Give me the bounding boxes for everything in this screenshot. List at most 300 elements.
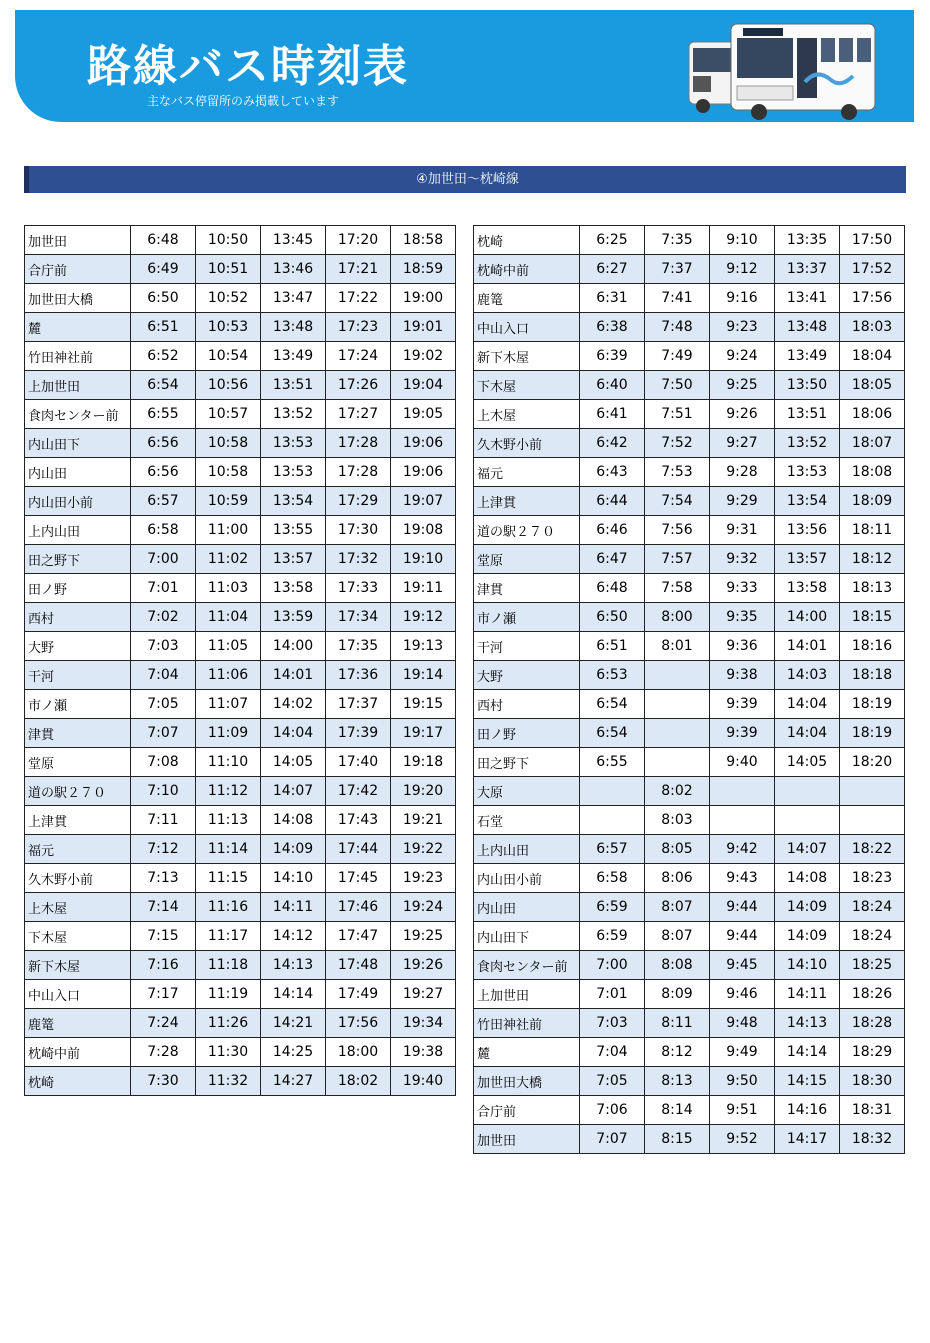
table-row [25,922,456,951]
time-cell: 13:45 [261,226,326,255]
time-cell: 7:08 [131,748,196,777]
stop-name-cell: 枕崎中前 [25,1038,131,1067]
time-cell: 7:10 [131,777,196,806]
time-cell: 6:41 [580,400,645,429]
stop-name-cell: 内山田小前 [25,487,131,516]
time-cell: 18:26 [840,980,905,1009]
time-cell: 17:20 [326,226,391,255]
time-cell: 14:10 [775,951,840,980]
table-row [474,516,905,545]
time-cell: 7:05 [131,690,196,719]
time-cell: 17:46 [326,893,391,922]
table-row [474,632,905,661]
time-cell: 17:32 [326,545,391,574]
table-row [25,284,456,313]
time-cell: 11:16 [196,893,261,922]
table-row [25,1038,456,1067]
time-cell: 10:58 [196,429,261,458]
table-row [474,1009,905,1038]
stop-name-cell: 上加世田 [25,371,131,400]
time-cell: 18:19 [840,690,905,719]
time-cell: 17:39 [326,719,391,748]
table-row [474,458,905,487]
time-cell: 19:11 [391,574,456,603]
time-cell: 8:12 [645,1038,710,1067]
time-cell: 17:26 [326,371,391,400]
time-cell: 17:33 [326,574,391,603]
time-cell: 19:06 [391,458,456,487]
stop-name-cell: 上加世田 [474,980,580,1009]
time-cell: 14:04 [775,690,840,719]
table-row [25,864,456,893]
stop-name-cell: 西村 [25,603,131,632]
time-cell: 9:39 [710,719,775,748]
time-cell: 19:12 [391,603,456,632]
time-cell: 14:08 [775,864,840,893]
time-cell: 9:44 [710,893,775,922]
table-row [25,574,456,603]
time-cell: 14:09 [261,835,326,864]
time-cell: 6:42 [580,429,645,458]
time-cell: 6:56 [131,458,196,487]
time-cell: 19:38 [391,1038,456,1067]
time-cell: 14:05 [775,748,840,777]
stop-name-cell: 久木野小前 [25,864,131,893]
time-cell: 7:16 [131,951,196,980]
stop-name-cell: 田ノ野 [25,574,131,603]
time-cell: 7:54 [645,487,710,516]
stop-name-cell: 内山田下 [25,429,131,458]
table-row [25,487,456,516]
time-cell: 14:10 [261,864,326,893]
time-cell: 7:00 [131,545,196,574]
time-cell: 19:22 [391,835,456,864]
time-cell: 7:52 [645,429,710,458]
time-cell: 11:07 [196,690,261,719]
stop-name-cell: 枕崎 [474,226,580,255]
stop-name-cell: 久木野小前 [474,429,580,458]
table-row [25,1009,456,1038]
time-cell: 9:27 [710,429,775,458]
table-row [25,806,456,835]
time-cell: 9:40 [710,748,775,777]
time-cell: 14:07 [775,835,840,864]
time-cell: 17:34 [326,603,391,632]
time-cell: 18:13 [840,574,905,603]
time-cell: 14:04 [775,719,840,748]
time-cell: 19:04 [391,371,456,400]
time-cell: 9:45 [710,951,775,980]
stop-name-cell: 道の駅２７０ [25,777,131,806]
time-cell: 9:48 [710,1009,775,1038]
time-cell: 7:00 [580,951,645,980]
time-cell: 11:04 [196,603,261,632]
time-cell: 13:53 [261,429,326,458]
time-cell: 13:48 [775,313,840,342]
table-row [474,545,905,574]
time-cell: 9:28 [710,458,775,487]
time-cell [580,806,645,835]
time-cell: 17:28 [326,429,391,458]
time-cell: 17:22 [326,284,391,313]
stop-name-cell: 津貫 [474,574,580,603]
time-cell: 9:35 [710,603,775,632]
time-cell: 7:02 [131,603,196,632]
time-cell: 19:06 [391,429,456,458]
table-row [25,777,456,806]
time-cell: 10:58 [196,458,261,487]
time-cell: 6:54 [580,719,645,748]
table-row [474,661,905,690]
time-cell: 8:05 [645,835,710,864]
time-cell: 18:20 [840,748,905,777]
table-row [474,1038,905,1067]
time-cell: 6:40 [580,371,645,400]
time-cell: 19:00 [391,284,456,313]
table-row [25,400,456,429]
time-cell: 18:23 [840,864,905,893]
time-cell: 7:11 [131,806,196,835]
time-cell: 11:15 [196,864,261,893]
table-row [474,574,905,603]
stop-name-cell: 下木屋 [474,371,580,400]
time-cell: 18:12 [840,545,905,574]
time-cell: 18:06 [840,400,905,429]
time-cell: 6:57 [131,487,196,516]
table-row [474,835,905,864]
stop-name-cell: 市ノ瀬 [25,690,131,719]
stop-name-cell: 上内山田 [474,835,580,864]
stop-name-cell: 食肉センター前 [474,951,580,980]
time-cell: 18:05 [840,371,905,400]
time-cell: 18:19 [840,719,905,748]
table-row [25,545,456,574]
time-cell: 9:29 [710,487,775,516]
time-cell: 14:13 [261,951,326,980]
time-cell: 8:02 [645,777,710,806]
time-cell: 13:49 [261,342,326,371]
time-cell: 14:12 [261,922,326,951]
table-row [474,371,905,400]
time-cell: 17:36 [326,661,391,690]
time-cell: 8:07 [645,893,710,922]
stop-name-cell: 福元 [474,458,580,487]
time-cell: 19:18 [391,748,456,777]
table-row [25,661,456,690]
stop-name-cell: 合庁前 [474,1096,580,1125]
time-cell: 14:09 [775,922,840,951]
time-cell: 17:37 [326,690,391,719]
time-cell: 7:57 [645,545,710,574]
table-row [474,922,905,951]
time-cell: 6:51 [580,632,645,661]
time-cell: 9:23 [710,313,775,342]
time-cell: 11:14 [196,835,261,864]
time-cell: 7:13 [131,864,196,893]
time-cell: 8:15 [645,1125,710,1154]
time-cell: 18:16 [840,632,905,661]
time-cell: 11:06 [196,661,261,690]
stop-name-cell: 西村 [474,690,580,719]
time-cell: 17:56 [326,1009,391,1038]
time-cell: 9:25 [710,371,775,400]
time-cell: 14:09 [775,893,840,922]
time-cell: 19:26 [391,951,456,980]
time-cell: 18:00 [326,1038,391,1067]
stop-name-cell: 合庁前 [25,255,131,284]
time-cell: 17:28 [326,458,391,487]
time-cell: 7:50 [645,371,710,400]
time-cell: 17:43 [326,806,391,835]
table-row [474,1096,905,1125]
time-cell: 7:03 [131,632,196,661]
timetable-inbound [473,225,905,1154]
time-cell: 19:27 [391,980,456,1009]
stop-name-cell: 上木屋 [25,893,131,922]
stop-name-cell: 堂原 [25,748,131,777]
time-cell: 14:17 [775,1125,840,1154]
time-cell: 6:38 [580,313,645,342]
time-cell: 9:24 [710,342,775,371]
time-cell: 8:01 [645,632,710,661]
time-cell: 13:52 [775,429,840,458]
time-cell: 6:48 [580,574,645,603]
time-cell: 14:03 [775,661,840,690]
table-row [25,980,456,1009]
time-cell: 19:40 [391,1067,456,1096]
time-cell: 11:10 [196,748,261,777]
table-row [25,429,456,458]
time-cell: 6:31 [580,284,645,313]
table-row [25,632,456,661]
table-row [25,835,456,864]
time-cell: 13:53 [261,458,326,487]
time-cell: 11:02 [196,545,261,574]
time-cell: 11:09 [196,719,261,748]
time-cell: 17:49 [326,980,391,1009]
time-cell: 13:56 [775,516,840,545]
time-cell: 7:07 [131,719,196,748]
time-cell: 18:07 [840,429,905,458]
time-cell: 9:50 [710,1067,775,1096]
table-row [474,748,905,777]
time-cell [775,806,840,835]
time-cell: 6:47 [580,545,645,574]
table-row [25,458,456,487]
stop-name-cell: 下木屋 [25,922,131,951]
time-cell [840,777,905,806]
time-cell: 19:02 [391,342,456,371]
table-row [474,1125,905,1154]
time-cell: 17:42 [326,777,391,806]
time-cell: 13:55 [261,516,326,545]
time-cell [645,719,710,748]
table-row [25,371,456,400]
route-title-bar: ④加世田～枕崎線 [24,166,906,193]
time-cell: 9:10 [710,226,775,255]
time-cell: 8:09 [645,980,710,1009]
time-cell: 18:22 [840,835,905,864]
page-title: 路線バス時刻表 [87,41,409,92]
table-row [474,342,905,371]
time-cell: 18:59 [391,255,456,284]
time-cell: 18:15 [840,603,905,632]
time-cell: 7:51 [645,400,710,429]
time-cell [710,777,775,806]
time-cell: 9:51 [710,1096,775,1125]
stop-name-cell: 鹿篭 [474,284,580,313]
time-cell: 6:52 [131,342,196,371]
time-cell: 14:01 [261,661,326,690]
time-cell: 7:05 [580,1067,645,1096]
time-cell: 14:05 [261,748,326,777]
time-cell: 13:51 [775,400,840,429]
time-cell: 6:49 [131,255,196,284]
time-cell: 13:57 [775,545,840,574]
time-cell: 9:16 [710,284,775,313]
table-row [474,951,905,980]
time-cell: 17:23 [326,313,391,342]
time-cell: 6:27 [580,255,645,284]
time-cell: 8:08 [645,951,710,980]
time-cell: 19:21 [391,806,456,835]
stop-name-cell: 干河 [25,661,131,690]
time-cell: 13:48 [261,313,326,342]
table-row [474,400,905,429]
time-cell: 18:09 [840,487,905,516]
time-cell: 14:07 [261,777,326,806]
time-cell: 13:59 [261,603,326,632]
table-row [474,284,905,313]
time-cell: 19:25 [391,922,456,951]
time-cell: 11:00 [196,516,261,545]
time-cell: 14:11 [261,893,326,922]
time-cell: 13:51 [261,371,326,400]
time-cell: 6:58 [131,516,196,545]
time-cell: 9:38 [710,661,775,690]
time-cell: 11:03 [196,574,261,603]
time-cell: 19:13 [391,632,456,661]
time-cell: 18:32 [840,1125,905,1154]
time-cell: 6:55 [131,400,196,429]
stop-name-cell: 大原 [474,777,580,806]
time-cell: 8:03 [645,806,710,835]
table-row [25,719,456,748]
time-cell: 13:54 [261,487,326,516]
time-cell: 13:57 [261,545,326,574]
time-cell: 7:37 [645,255,710,284]
time-cell: 11:26 [196,1009,261,1038]
time-cell [710,806,775,835]
time-cell: 6:54 [131,371,196,400]
time-cell: 10:53 [196,313,261,342]
time-cell: 18:58 [391,226,456,255]
time-cell: 6:44 [580,487,645,516]
time-cell: 11:17 [196,922,261,951]
time-cell: 6:39 [580,342,645,371]
table-row [474,429,905,458]
time-cell: 13:47 [261,284,326,313]
stop-name-cell: 内山田 [25,458,131,487]
stop-name-cell: 中山入口 [474,313,580,342]
time-cell: 14:08 [261,806,326,835]
table-row [25,313,456,342]
stop-name-cell: 加世田 [25,226,131,255]
time-cell: 17:52 [840,255,905,284]
time-cell: 14:02 [261,690,326,719]
time-cell: 7:17 [131,980,196,1009]
time-cell: 11:13 [196,806,261,835]
time-cell: 19:24 [391,893,456,922]
time-cell: 14:00 [775,603,840,632]
time-cell: 6:56 [131,429,196,458]
time-cell: 11:30 [196,1038,261,1067]
stop-name-cell: 食肉センター前 [25,400,131,429]
time-cell: 7:30 [131,1067,196,1096]
time-cell: 9:26 [710,400,775,429]
time-cell: 18:08 [840,458,905,487]
time-cell: 19:14 [391,661,456,690]
time-cell: 14:14 [775,1038,840,1067]
time-cell [645,690,710,719]
time-cell: 7:14 [131,893,196,922]
page-header [15,10,914,122]
time-cell: 6:58 [580,864,645,893]
table-row [25,893,456,922]
time-cell: 13:37 [775,255,840,284]
table-row [25,1067,456,1096]
stop-name-cell: 上内山田 [25,516,131,545]
time-cell: 17:44 [326,835,391,864]
time-cell: 13:50 [775,371,840,400]
time-cell: 13:58 [261,574,326,603]
time-cell: 9:42 [710,835,775,864]
time-cell: 14:27 [261,1067,326,1096]
time-cell: 8:13 [645,1067,710,1096]
stop-name-cell: 竹田神社前 [25,342,131,371]
time-cell: 6:54 [580,690,645,719]
time-cell: 19:34 [391,1009,456,1038]
time-cell: 13:58 [775,574,840,603]
time-cell: 7:58 [645,574,710,603]
time-cell: 11:05 [196,632,261,661]
time-cell: 19:01 [391,313,456,342]
time-cell: 9:32 [710,545,775,574]
time-cell: 13:53 [775,458,840,487]
table-row [25,516,456,545]
stop-name-cell: 道の駅２７０ [474,516,580,545]
time-cell: 9:31 [710,516,775,545]
time-cell: 18:24 [840,922,905,951]
time-cell: 10:59 [196,487,261,516]
time-cell: 6:51 [131,313,196,342]
stop-name-cell: 干河 [474,632,580,661]
time-cell: 13:46 [261,255,326,284]
time-cell: 19:05 [391,400,456,429]
time-cell: 7:24 [131,1009,196,1038]
time-cell: 7:56 [645,516,710,545]
table-row [474,1067,905,1096]
time-cell: 7:04 [131,661,196,690]
time-cell: 9:52 [710,1125,775,1154]
time-cell: 17:56 [840,284,905,313]
time-cell: 17:27 [326,400,391,429]
stop-name-cell: 上木屋 [474,400,580,429]
time-cell: 18:18 [840,661,905,690]
stop-name-cell: 福元 [25,835,131,864]
time-cell: 19:20 [391,777,456,806]
time-cell: 10:50 [196,226,261,255]
